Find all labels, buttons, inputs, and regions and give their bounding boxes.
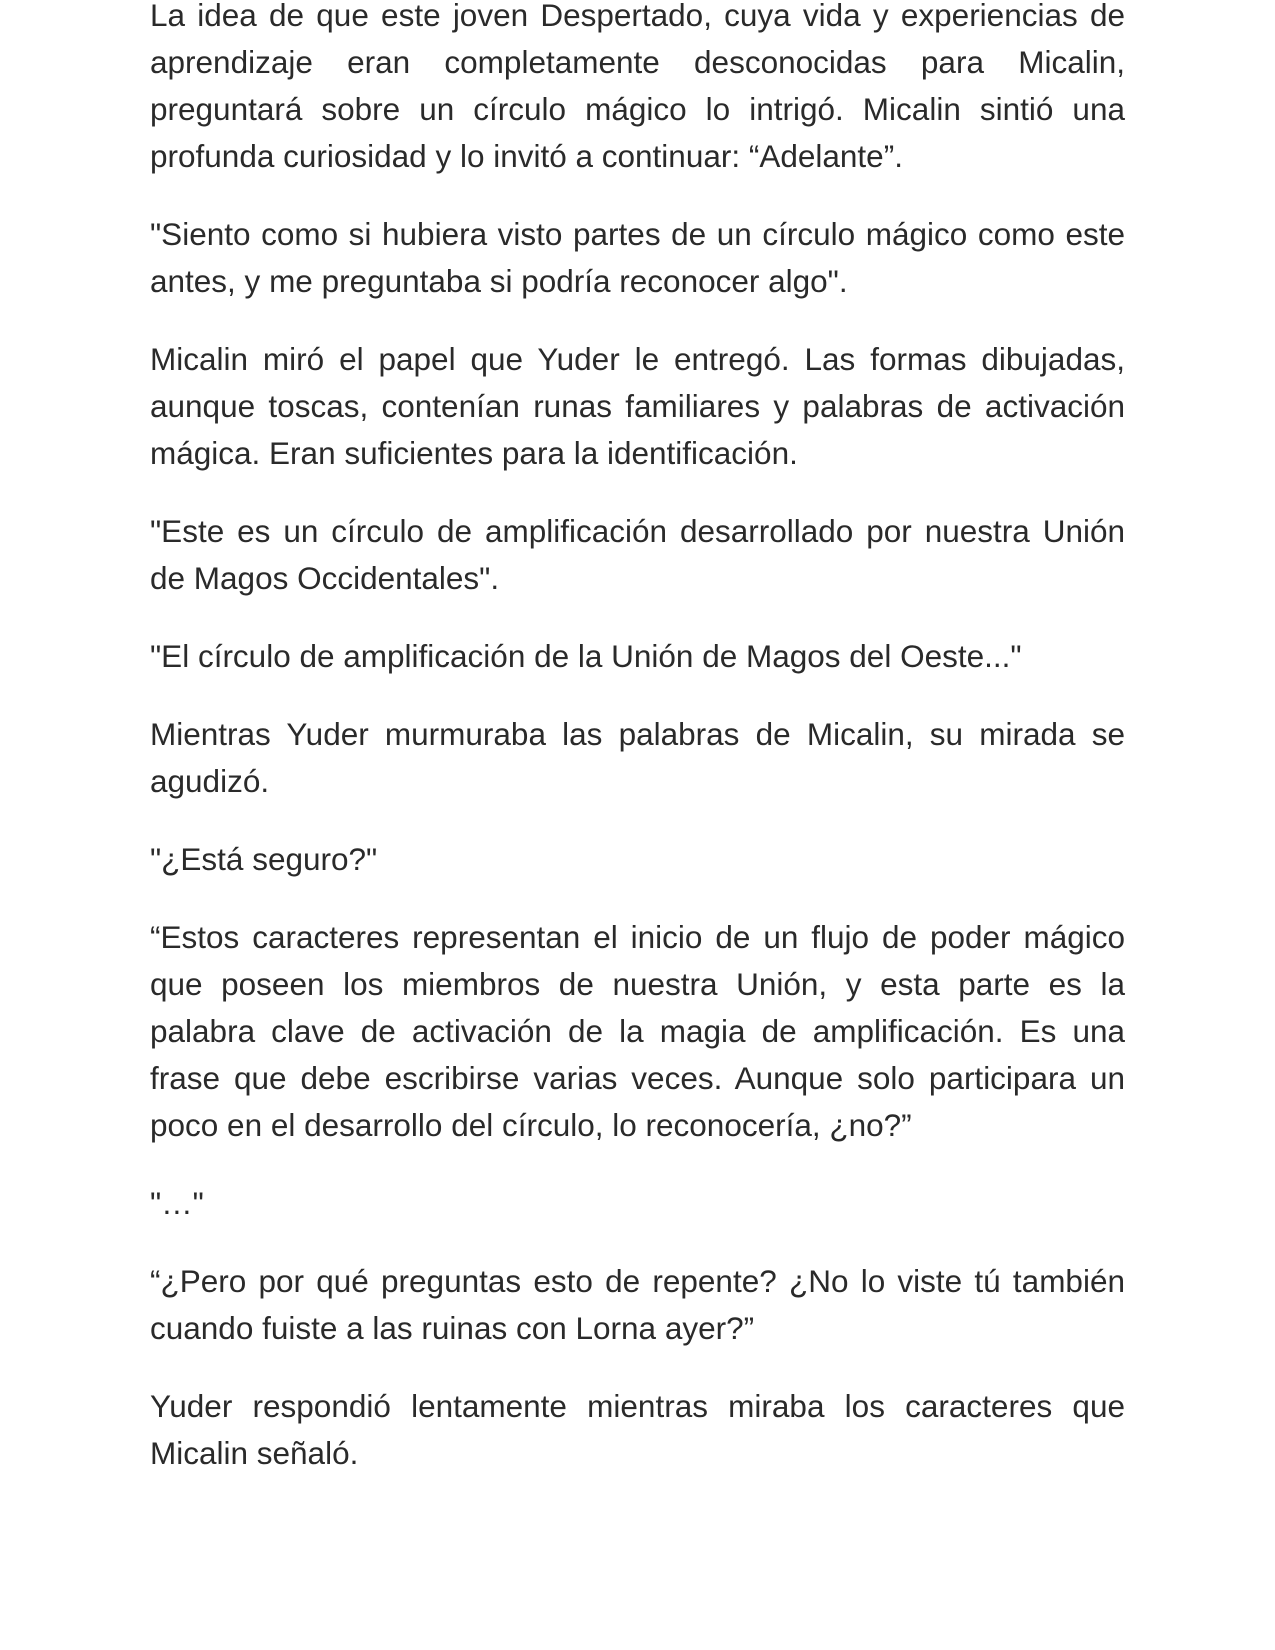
paragraph: "Siento como si hubiera visto partes de un círculo mágico como este antes, y me preguntaba si podría reconocer algo". (150, 216, 1125, 299)
paragraph: "…" (150, 1185, 204, 1221)
paragraph: “Estos caracteres representan el inicio de un flujo de poder mágico que poseen los miembros de nuestra Unión, y esta parte es la palabra clave de activación de la magia de amplificación. Es una frase que debe escribirse varias veces. Aunque solo participara un poco en el desarrollo del círculo, lo reconocería, ¿no?” (150, 919, 1125, 1143)
paragraph: “¿Pero por qué preguntas esto de repente? ¿No lo viste tú también cuando fuiste a las ruinas con Lorna ayer?” (150, 1263, 1125, 1346)
paragraph: "El círculo de amplificación de la Unión de Magos del Oeste..." (150, 638, 1022, 674)
document-page (150, 0, 1125, 1508)
paragraph: La idea de que este joven Despertado, cuya vida y experiencias de aprendizaje eran completamente desconocidas para Micalin, preguntará sobre un círculo mágico lo intrigó. Micalin sintió una profunda curiosidad y lo invitó a continuar: “Adelante”. (150, 0, 1125, 174)
paragraph: "Este es un círculo de amplificación desarrollado por nuestra Unión de Magos Occidentales". (150, 513, 1125, 596)
paragraph: Yuder respondió lentamente mientras miraba los caracteres que Micalin señaló. (150, 1388, 1125, 1471)
paragraph: Mientras Yuder murmuraba las palabras de Micalin, su mirada se agudizó. (150, 716, 1125, 799)
paragraph: Micalin miró el papel que Yuder le entregó. Las formas dibujadas, aunque toscas, contenían runas familiares y palabras de activación mágica. Eran suficientes para la identificación. (150, 341, 1125, 471)
paragraph: "¿Está seguro?" (150, 841, 378, 877)
